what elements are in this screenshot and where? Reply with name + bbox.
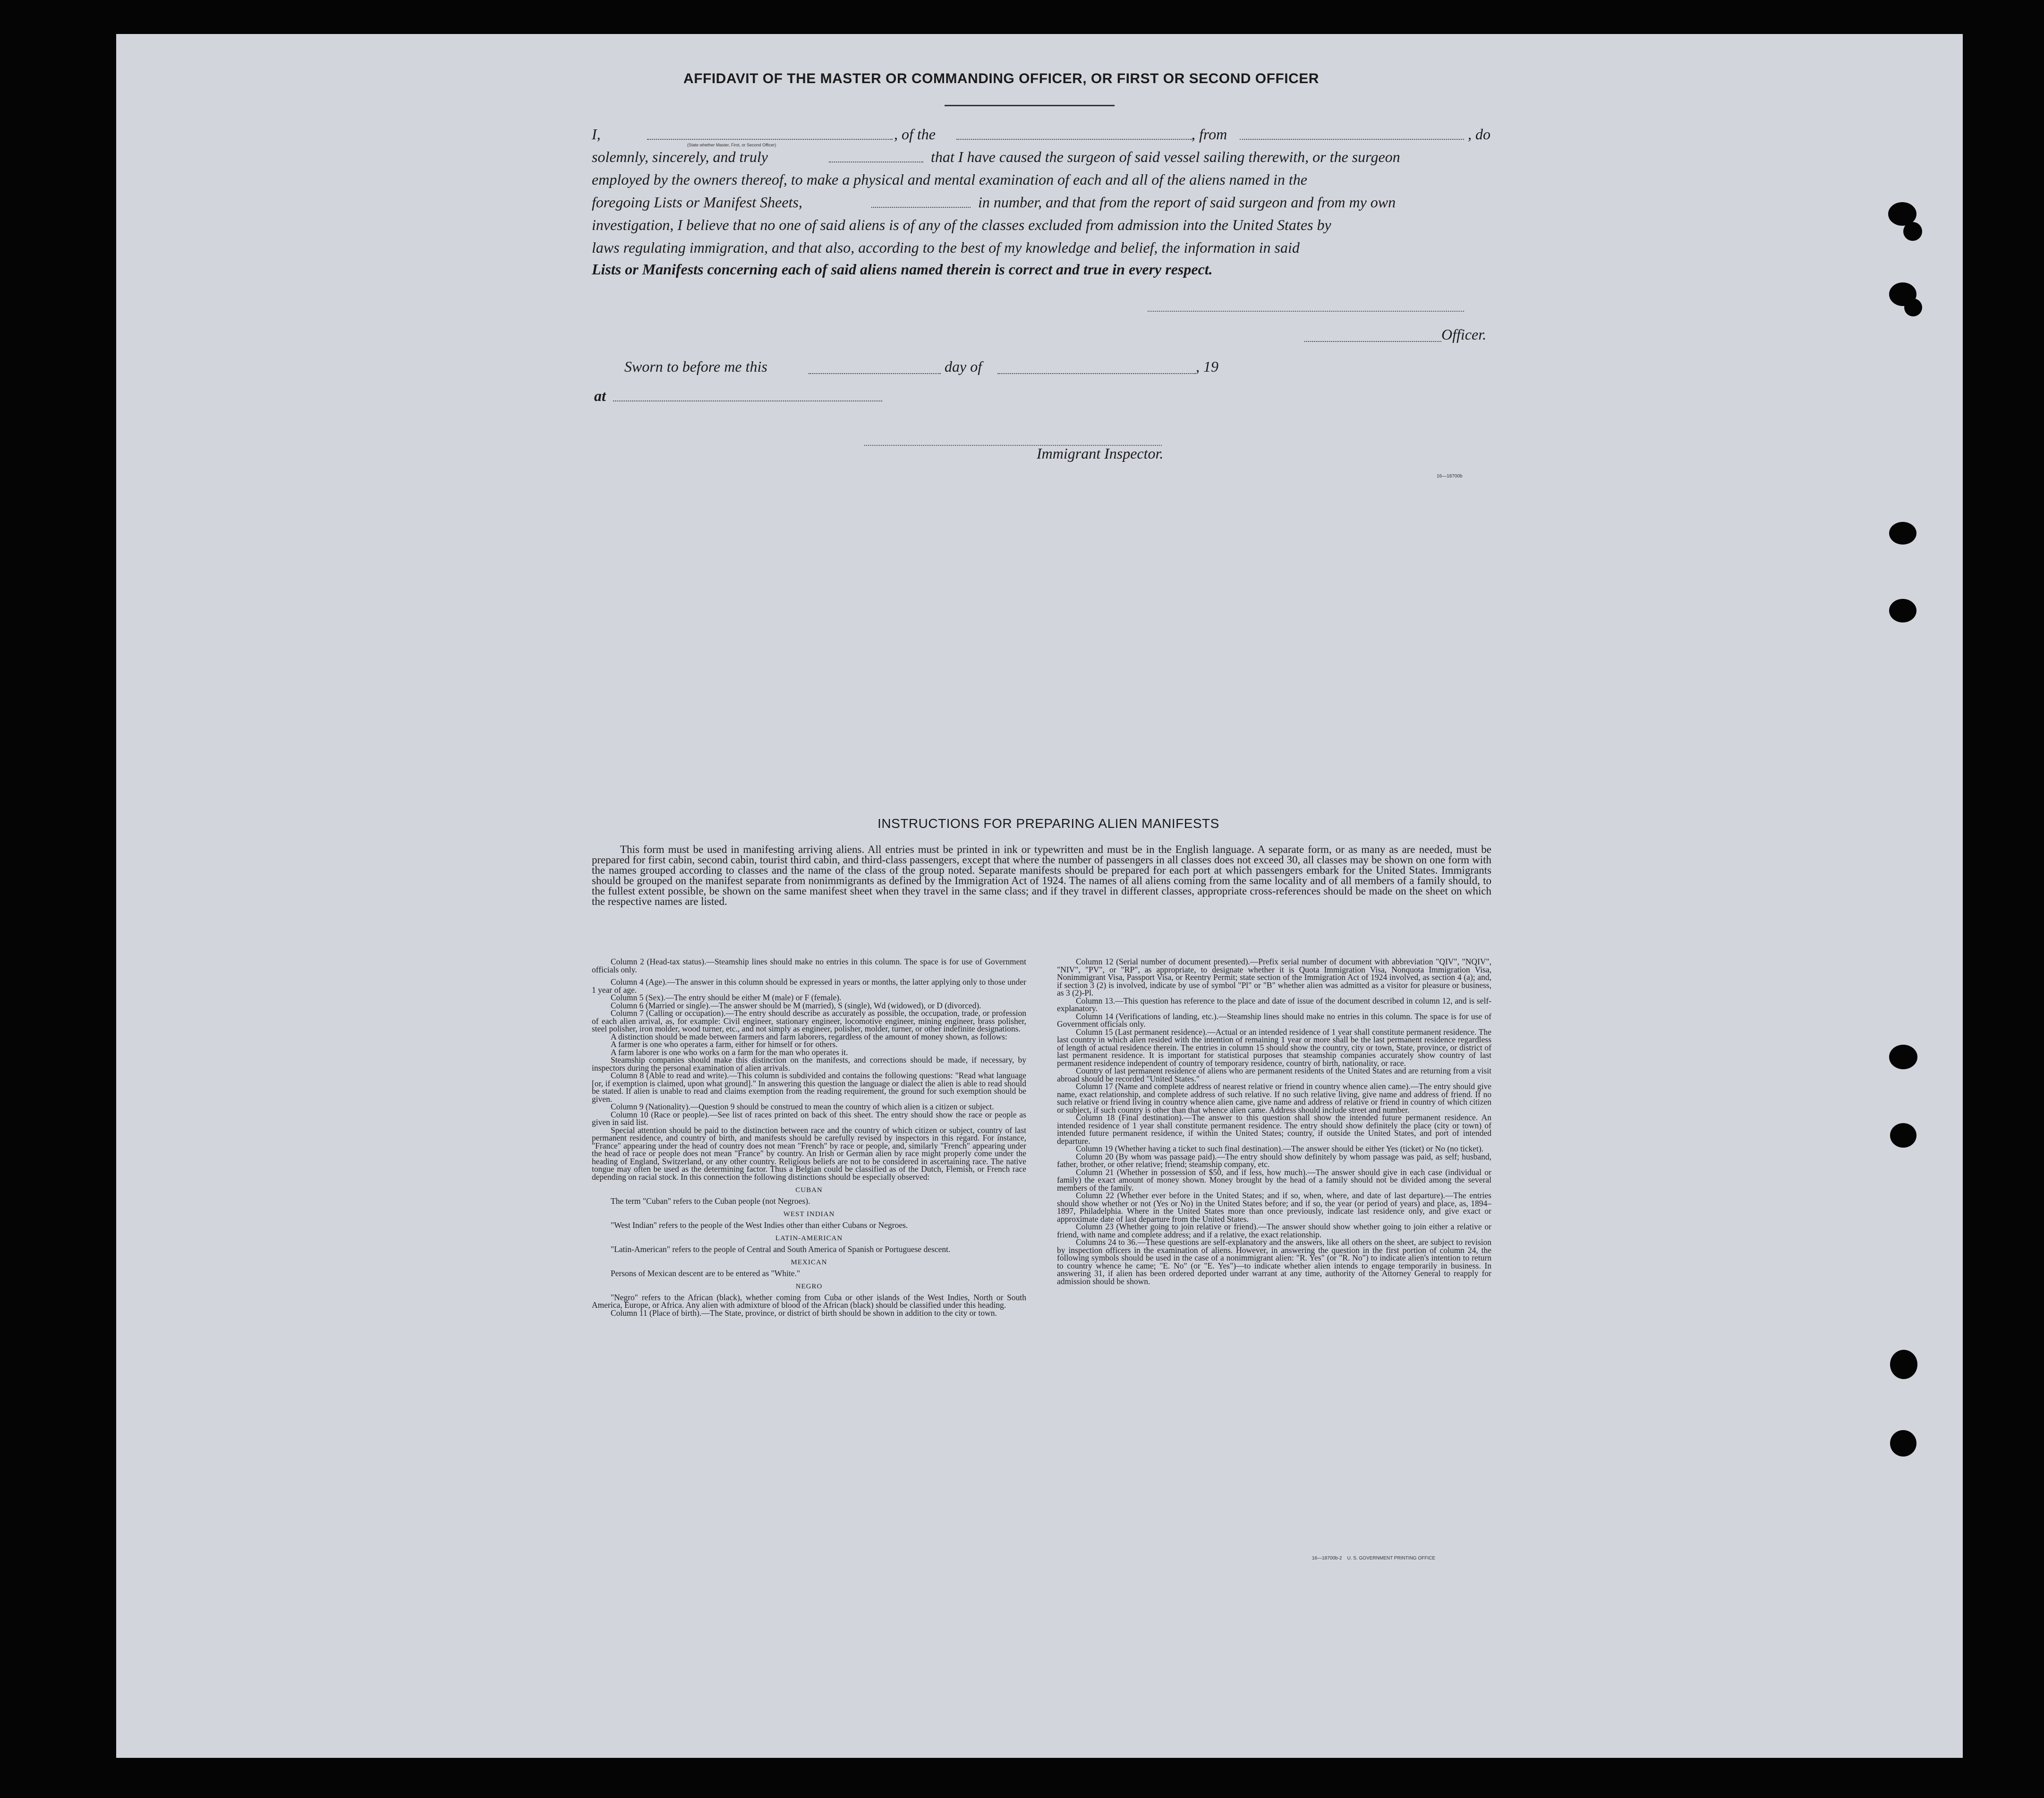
affidavit-title: AFFIDAVIT OF THE MASTER OR COMMANDING OFFICER, OR FIRST OR SECOND OFFICER <box>683 71 1319 86</box>
sworn-month-blank[interactable] <box>997 373 1196 374</box>
race-text-latin-american: "Latin-American" refers to the people of Central and South America of Spanish or Portuguese descent. <box>611 1244 951 1254</box>
col2-text: Column 2 (Head-tax status).—Steamship lines should make no entries in this column. The space is for use of Government officials only. <box>592 957 1026 974</box>
instructions-form-number: 16—18700b-2 U. S. GOVERNMENT PRINTING OFFICE <box>1312 1556 1436 1561</box>
race-text-cuban: The term "Cuban" refers to the Cuban people (not Negroes). <box>611 1196 810 1206</box>
col18-text: Column 18 (Final destination).—The answer to this question shall show the intended future permanent residence. An intended residence of 1 year shall constitute permanent residence. The entry should show definitely the place (city or town) of intended future permanent residence, if within the United States; country, if outside the United States, and port of intended departure. <box>1057 1113 1491 1146</box>
signature-line[interactable] <box>1148 311 1464 312</box>
title-underline <box>945 105 1115 106</box>
col17-text: Column 17 (Name and complete address of nearest relative or friend in country whence alien came).—The entry should give name, exact relationship, and complete address of such relative. If no such relative living, give name and address of friend. If no such relative or friend living in country whence alien came, give name and address of relative or friend in country of which citizen or subject, if such country is other than that whence alien came. Address should include street and number. <box>1057 1082 1491 1115</box>
rank-blank[interactable] <box>647 139 893 140</box>
officer-blank[interactable] <box>1304 341 1441 342</box>
number-blank[interactable] <box>871 207 971 208</box>
inspector-label: Immigrant Inspector. <box>1037 445 1164 462</box>
punch-hole <box>1904 298 1922 316</box>
affidavit-form-number: 16—18700b <box>1437 474 1463 479</box>
punch-hole <box>1903 222 1922 241</box>
farmer-distinction: A distinction should be made between farmers and farm laborers, regardless of the amount of money shown, as follows: <box>611 1031 1007 1041</box>
rank-note: (State whether Master, First, or Second Officer) <box>687 143 776 147</box>
col10-text: Column 10 (Race or people).—See list of races printed on back of this sheet. The entry should show the race or people as given in said list. <box>592 1109 1026 1127</box>
race-text-mexican: Persons of Mexican descent are to be entered as "White." <box>611 1268 801 1278</box>
at-label: at <box>594 387 606 404</box>
sworn-day-blank[interactable] <box>809 373 941 374</box>
col4-text: Column 4 (Age).—The answer in this column should be expressed in years or months, the latter applying only to those under 1 year of age. <box>592 977 1026 995</box>
race-heading-negro: NEGRO <box>795 1283 823 1290</box>
affidavit-line-5: investigation, I believe that no one of said aliens is of any of the classes excluded from admission into the United States by <box>592 216 1331 233</box>
day-of-label: day of <box>945 358 982 375</box>
farm-laborer-def: A farm laborer is one who works on a farm for the man who operates it. <box>611 1047 848 1057</box>
steamship-note: Steamship companies should make this distinction on the manifests, and corrections should be made, if necessary, by inspectors during the personal examination of alien arrivals. <box>592 1055 1026 1073</box>
officer-label: Officer. <box>1441 326 1487 343</box>
punch-hole <box>1889 599 1916 622</box>
year-label: , 19 <box>1196 358 1218 375</box>
affidavit-line-7: Lists or Manifests concerning each of said aliens named therein is correct and true in every respect. <box>592 261 1213 278</box>
col20-text: Column 20 (By whom was passage paid).—The entry should show definitely by whom passage was paid, as self; husband, father, brother, or other relative; friend; steamship company, etc. <box>1057 1151 1491 1169</box>
left-column <box>592 958 1026 1317</box>
col12-text: Column 12 (Serial number of document presented).—Prefix serial number of document with abbreviation "QIV", "NQIV", "NIV", "PV", or "RP", as appropriate, to designate whether it is Quota Immigration Visa, Nonquota Immigration Visa, Nonimmigrant Visa, Passport Visa, or Reentry Permit; state section of the Immigration Act of 1924 involved, as section 4 (a); and, if section 3 (2) is involved, indicate by use of symbol "Pl" or "B" whether alien was admitted as a visitor for pleasure or business, as 3 (2)-Pl. <box>1057 957 1491 997</box>
col7-text: Column 7 (Calling or occupation).—The entry should describe as accurately as possible, the occupation, trade, or profession of each alien arrival, as, for example: Civil engineer, stationary engineer, locomotive engineer, mining engineer, brass polisher, steel polisher, iron molder, wood turner, etc., and not simply as engineer, polisher, molder, turner, or other indefinite designations. <box>592 1008 1026 1033</box>
col14-text: Column 14 (Verifications of landing, etc.).—Steamship lines should make no entries in this column. The space is for use of Government officials only. <box>1057 1011 1491 1029</box>
col15-text: Column 15 (Last permanent residence).—Actual or an intended residence of 1 year shall constitute permanent residence. The last country in which alien resided with the intention of remaining 1 year or more shall be the last permanent residence regardless of length of actual residence therein. The entries in column 15 should show the country, city or town, State, province, or district of last permanent residence. It is important for statistical purposes that steamship companies accurately show country of last permanent residence independent of country of temporary residence, country of birth, nationality, or race. <box>1057 1027 1491 1068</box>
race-heading-west-indian: WEST INDIAN <box>783 1210 835 1218</box>
affidavit-line-3: employed by the owners thereof, to make a physical and mental examination of each and all of the aliens named in the <box>592 171 1307 188</box>
instructions-intro: This form must be used in manifesting arriving aliens. All entries must be printed in ink or typewritten and must be in the English language. A separate form, or as many as are needed, must be prepared for first cabin, second cabin, tourist third cabin, and third-class passengers, except that where the number of passengers in all classes does not exceed 30, all classes may be shown on one form with the names grouped according to classes and the name of the class of the group noted. Separate manifests should be prepared for each port at which passengers embark for the United States. Immigrants should be grouped on the manifest separate from nonimmigrants as defined by the Immigration Act of 1924. The names of all aliens coming from the same locality and of all members of a family should, to the fullest extent possible, be shown on the same manifest sheet when they travel in the same class; and if they travel in different classes, appropriate cross-references should be made on the sheet on which the respective names are listed. <box>592 844 1491 907</box>
punch-hole <box>1890 1350 1917 1379</box>
col21-text: Column 21 (Whether in possession of $50, and if less, how much).—The answer should give in each case (individual or family) the exact amount of money shown. Money brought by the head of a family should not be divided among the several members of the family. <box>1057 1167 1491 1193</box>
vessel-blank[interactable] <box>956 139 1192 140</box>
col19-text: Column 19 (Whether having a ticket to such final destination).—The answer should be either Yes (ticket) or No (no ticket). <box>1076 1144 1484 1153</box>
col13-text: Column 13.—This question has reference to the place and date of issue of the document described in column 12, and is self-explanatory. <box>1057 996 1491 1013</box>
race-text-west-indian: "West Indian" refers to the people of the West Indies other than either Cubans or Negroes. <box>611 1220 908 1230</box>
race-heading-mexican: MEXICAN <box>791 1259 827 1266</box>
punch-hole <box>1890 1430 1916 1457</box>
col23-text: Column 23 (Whether going to join relative or friend).—The answer should show whether going to join either a relative or friend, with name and complete address; and if a relative, the exact relationship. <box>1057 1222 1491 1239</box>
race-attention-text: Special attention should be paid to the distinction between race and the country of which citizen or subject, country of last permanent residence, and country of birth, and manifests should be carefully revised by inspectors in this regard. For instance, "France" appearing under the head of country does not mean "French" by race or people, and, similarly "French" appearing under the head of race or people does not mean "France" by country. An Irish or German alien by race might properly come under the heading of England, Switzerland, or any other country. Religious beliefs are not to be considered in ascertaining race. The native tongue may often be used as the determining factor. Thus a Belgian could be classified as of the Dutch, Flemish, or French race depending on racial stock. In this connection the following distinctions should be especially observed: <box>592 1125 1026 1182</box>
race-heading-latin-american: LATIN-AMERICAN <box>775 1235 843 1242</box>
punch-hole <box>1889 522 1916 545</box>
punch-hole <box>1889 1045 1917 1069</box>
sworn-label: Sworn to before me this <box>624 358 767 375</box>
race-text-negro: "Negro" refers to the African (black), whether coming from Cuba or other islands of the West Indies, North or South America, Europe, or Africa. Any alien with admixture of blood of the African (black) should be classified under this heading. <box>592 1292 1026 1310</box>
port-blank[interactable] <box>1240 139 1464 140</box>
us-residence-text: Country of last permanent residence of aliens who are permanent residents of the United States and are returning from a visit abroad should be recorded "United States." <box>1057 1066 1491 1083</box>
col8-text: Column 8 (Able to read and write).—This column is subdivided and contains the following questions: "Read what language [or, if exemption is claimed, upon what ground]." In answering this question the language or dialect the alien is able to read should be stated. If alien is unable to read and claims exemption from the reading requirement, the ground for such exemption should be given. <box>592 1071 1026 1104</box>
affidavit-line-6: laws regulating immigration, and that also, according to the best of my knowledge and belief, the information in said <box>592 239 1300 256</box>
race-heading-cuban: CUBAN <box>795 1186 823 1194</box>
col24-36-text: Columns 24 to 36.—These questions are self-explanatory and the answers, like all others on the sheet, are subject to revision by inspection officers in the examination of aliens. However, in answering the question in the first portion of column 24, the following symbols should be used in the case of a nonimmigrant alien: "R. Yes" (or "R. No") to indicate alien's intention to return to country whence he came; "E. No" (or "E. Yes")—to indicate whether alien intends to engage temporarily in business. In answering 31, if alien has been ordered deported under warrant at any time, authority of the Attorney General to reapply for admission should be shown. <box>1057 1237 1491 1286</box>
col22-text: Column 22 (Whether ever before in the United States; and if so, when, where, and date of last departure).—The entries should show whether or not (Yes or No) in the United States before; and if so, the year (or period of years) and place, as, 1894–1897, Philadelphia. Where in the United States more than once previously, indicate last residence only, and give exact or approximate date of last departure from the United States. <box>1057 1191 1491 1224</box>
punch-hole <box>1890 1123 1916 1148</box>
col11-text: Column 11 (Place of birth).—The State, province, or district of birth should be shown in addition to the city or town. <box>611 1308 997 1318</box>
col9-text: Column 9 (Nationality).—Question 9 should be construed to mean the country of which alien is a citizen or subject. <box>611 1102 994 1111</box>
right-column <box>1057 958 1491 1285</box>
instructions-title: INSTRUCTIONS FOR PREPARING ALIEN MANIFESTS <box>877 816 1219 831</box>
col5-text: Column 5 (Sex).—The entry should be either M (male) or F (female). <box>611 993 842 1002</box>
farmer-def: A farmer is one who operates a farm, either for himself or for others. <box>611 1040 838 1049</box>
col6-text: Column 6 (Married or single).—The answer should be M (married), S (single), Wd (widowed), or D (divorced). <box>611 1000 981 1010</box>
